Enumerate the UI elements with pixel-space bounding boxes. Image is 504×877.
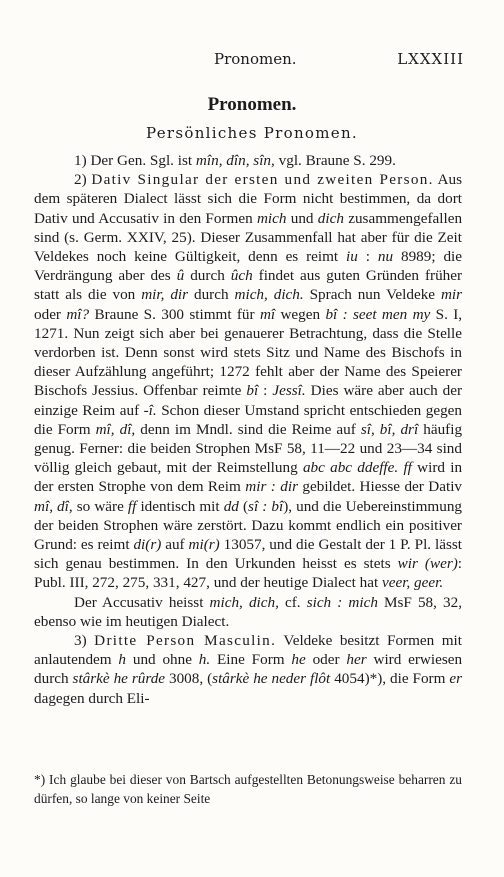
subsection-heading: Persönliches Pronomen.	[146, 124, 358, 142]
item-2-title: Dativ Singular der ersten und zweiten Person.	[91, 171, 434, 189]
running-head-title: Pronomen.	[214, 50, 297, 68]
body-text	[34, 151, 462, 708]
footnote: *) Ich glaube bei dieser von Bartsch aufgestellten Betonungsweise beharren zu dürfen, so lange von keiner Seite	[34, 772, 462, 806]
paragraph-item-2: 2) Dativ Singular der ersten und zweiten Person. Aus dem späteren Dialect lässt sich die Form nicht bestimmen, da dort Dativ und Accusativ in den Formen mich und dich zusammengefallen sind (s. Germ. XXIV, 25). Dieser Zusammenfall hat aber für die Zeit Veldekes noch keine Gültigkeit, denn es reimt iu : nu 8989; die Verdrängung aber des û durch ûch findet aus guten Gründen früher statt als die von mir, dir durch mich, dich. Sprach nun Veldeke mir oder mî? Braune S. 300 stimmt für mî wegen bî : seet men my S. I, 1271. Nun zeigt sich aber bei genauerer Betrachtung, dass die Stelle verdorben ist. Denn sonst wird stets Sitz und Name des Bischofs in dieser Aufzählung angeführt; 1272 fehlt aber der Name des Speierer Bischofs Jessius. Offenbar reimte bî : Jessî. Dies wäre aber auch der einzige Reim auf -î. Schon dieser Umstand spricht entschieden gegen die Form mî, dî, denn im Mndl. sind die Reime auf sî, bî, drî häufig genug. Ferner: die beiden Strophen MsF 58, 11—22 und 23—34 sind völlig gleich gebaut, mit der Reimstellung abc abc ddeffe. ff wird in der ersten Strophe von dem Reim mir : dir gebildet. Hiesse der Dativ mî, dî, so wäre ff identisch mit dd (sî : bî), und die Uebereinstimmung der beiden Strophen wäre zerstört. Dazu kommt endlich ein positiver Grund: es reimt di(r) auf mi(r) 13057, und die Gestalt der 1 P. Pl. lässt sich genau bestimmen. In den Urkunden heisst es stets wir (wer): Publ. III, 272, 275, 331, 427, und der heutige Dialect hat veer, geer.	[34, 171, 463, 592]
paragraph-item-3: 3) Dritte Person Masculin. Veldeke besitzt Formen mit anlautendem h und ohne h. Eine Form he oder her wird erwiesen durch stârkè he rûrde 3008, (stârkè he neder flôt 4054)*), die Form er dagegen durch Eli-	[34, 632, 463, 707]
item-3-title: Dritte Person Masculin.	[94, 632, 277, 650]
running-head	[40, 50, 464, 70]
page-number: LXXXIII	[397, 50, 464, 68]
paragraph-item-1: 1) Der Gen. Sgl. ist mîn, dîn, sîn, vgl. Braune S. 299.	[74, 152, 396, 169]
paragraph-accusative: Der Accusativ heisst mich, dich, cf. sich : mich MsF 58, 32, ebenso wie im heutigen Dialect.	[34, 593, 463, 630]
section-heading: Pronomen.	[207, 94, 297, 115]
